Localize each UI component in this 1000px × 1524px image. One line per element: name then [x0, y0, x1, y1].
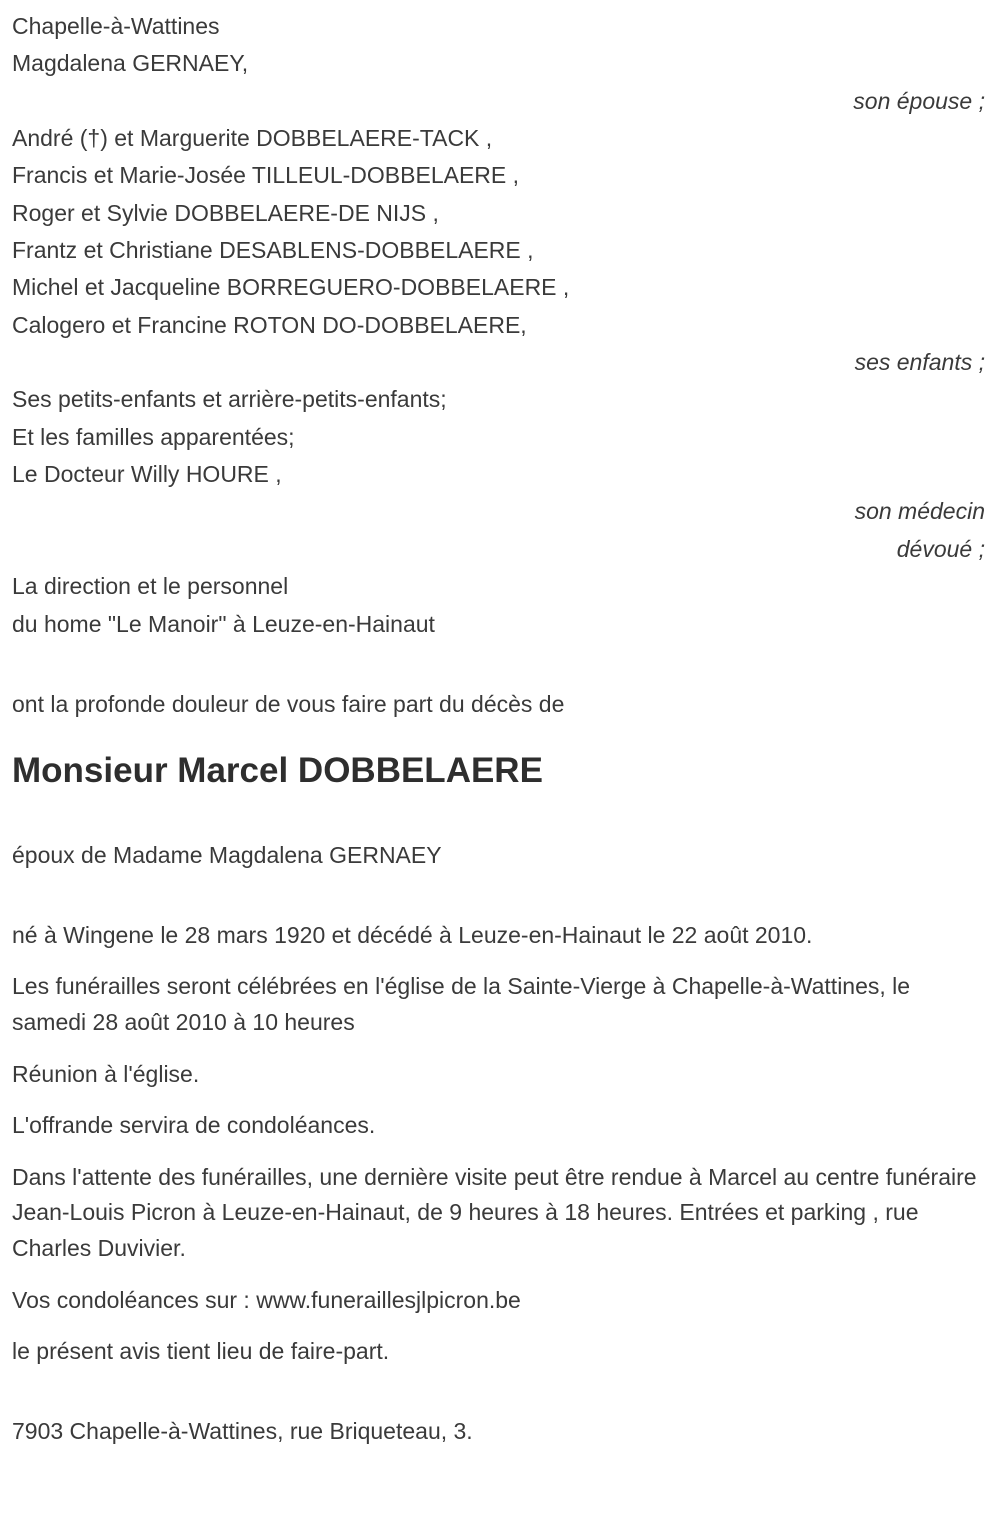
- staff-line-2: du home "Le Manoir" à Leuze-en-Hainaut: [12, 610, 435, 637]
- related-families-line: Et les familles apparentées;: [12, 423, 295, 450]
- children-role-label: ses enfants ;: [854, 349, 985, 376]
- condolences-line: Vos condoléances sur : www.funeraillesjlpicron.be: [12, 1286, 521, 1313]
- funeral-info-line: Les funérailles seront célébrées en l'église de la Sainte-Vierge à Chapelle-à-Wattines, le samedi 28 août 2010 à 10 heures: [12, 973, 911, 1035]
- children-list: [12, 122, 985, 342]
- child-line: André (†) et Marguerite DOBBELAERE-TACK ,: [12, 125, 493, 152]
- doctor-line: Le Docteur Willy HOURE ,: [12, 461, 282, 488]
- child-line: Roger et Sylvie DOBBELAERE-DE NIJS ,: [12, 199, 439, 226]
- deceased-name-heading: Monsieur Marcel DOBBELAERE: [12, 751, 543, 791]
- spouse-role-label: son épouse ;: [853, 87, 985, 114]
- child-line: Michel et Jacqueline BORREGUERO-DOBBELAERE ,: [12, 274, 570, 301]
- visit-info-line: Dans l'attente des funérailles, une dernière visite peut être rendue à Marcel au centre funéraire Jean-Louis Picron à Leuze-en-Hainaut, de 9 heures à 18 heures. Entrées et parking , rue Charles Duvivier.: [12, 1163, 977, 1262]
- legal-notice-line: le présent avis tient lieu de faire-part.: [12, 1338, 390, 1365]
- offering-line: L'offrande servira de condoléances.: [12, 1112, 376, 1139]
- spouse-name: Magdalena GERNAEY,: [12, 50, 249, 77]
- deceased-relation-line: époux de Madame Magdalena GERNAEY: [12, 841, 442, 868]
- staff-line-1: La direction et le personnel: [12, 573, 289, 600]
- meeting-line: Réunion à l'église.: [12, 1060, 200, 1087]
- birth-death-line: né à Wingene le 28 mars 1920 et décédé à Leuze-en-Hainaut le 22 août 2010.: [12, 921, 813, 948]
- city-line: Chapelle-à-Wattines: [12, 13, 220, 39]
- doctor-role-label-line2: dévoué ;: [896, 535, 985, 562]
- grandchildren-line: Ses petits-enfants et arrière-petits-enfants;: [12, 386, 447, 413]
- address-line: 7903 Chapelle-à-Wattines, rue Briqueteau, 3.: [12, 1418, 473, 1445]
- doctor-role-label-line1: son médecin: [854, 498, 985, 525]
- child-line: Calogero et Francine ROTON DO-DOBBELAERE,: [12, 311, 527, 338]
- child-line: Frantz et Christiane DESABLENS-DOBBELAERE ,: [12, 237, 534, 264]
- child-line: Francis et Marie-Josée TILLEUL-DOBBELAERE ,: [12, 162, 520, 189]
- announcement-line: ont la profonde douleur de vous faire part du décès de: [12, 690, 565, 717]
